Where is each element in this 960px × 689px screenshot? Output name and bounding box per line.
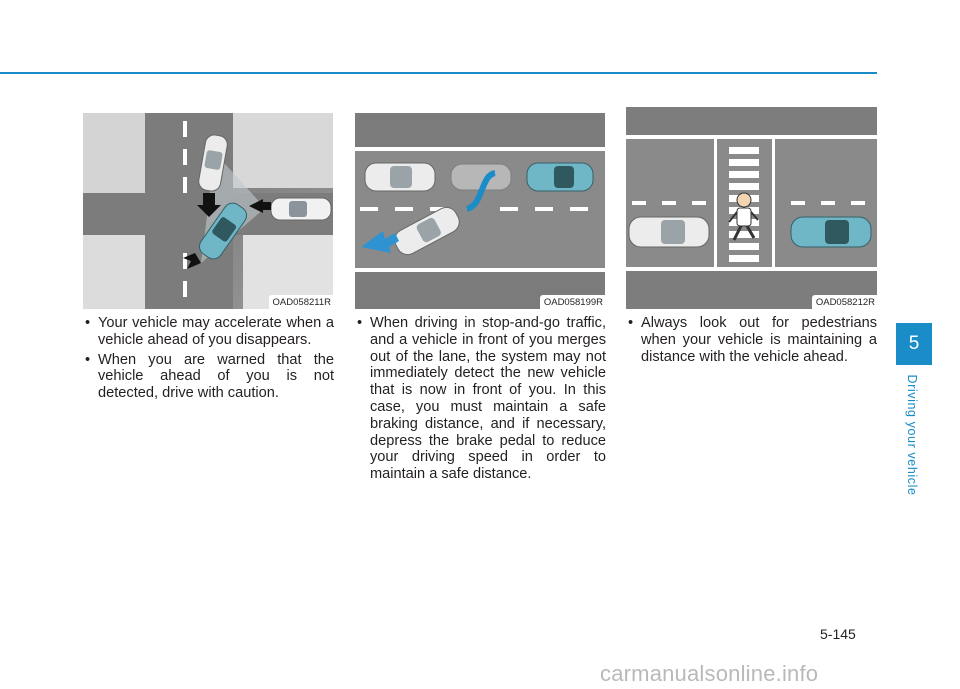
- figure-code: OAD058211R: [269, 295, 333, 309]
- page-number: 5-145: [820, 626, 856, 642]
- figure-lane-change: [355, 113, 605, 309]
- bullet-item: • Your vehicle may accelerate when a vehicle ahead of you disappears.: [83, 315, 334, 349]
- own-car-icon: [629, 217, 709, 247]
- figure-code: OAD058199R: [540, 295, 605, 309]
- figure-intersection: [83, 113, 333, 309]
- intersection-merge-illustration: [83, 113, 333, 309]
- header-rule: [0, 72, 877, 74]
- text-column-1: [83, 315, 334, 405]
- figure-code: OAD058212R: [812, 295, 877, 309]
- bullet-item: • Always look out for pedestrians when your vehicle is maintaining a distance with the vehicle ahead.: [626, 315, 877, 365]
- pedestrian-crossing-illustration: [626, 107, 877, 309]
- figure-pedestrian: [626, 107, 877, 309]
- text-column-2: [355, 315, 606, 486]
- chapter-tab: 5: [896, 323, 932, 365]
- chapter-title-text: Driving your vehicle: [905, 374, 919, 496]
- chapter-title: [905, 370, 919, 500]
- text-column-3: [626, 315, 877, 368]
- car-ahead-icon: [791, 217, 871, 247]
- lane-change-illustration: [355, 113, 605, 309]
- merging-car-icon: [271, 198, 331, 220]
- lead-car-icon: [527, 163, 593, 191]
- bullet-item: • When you are warned that the vehicle ahead of you is not detected, drive with caution.: [83, 352, 334, 402]
- bullet-item: • When driving in stop-and-go traffic, and a vehicle in front of you merges out of the lane, the system may not immediately detect the new vehicle that is now in front of you. In this case, you must maintain a safe braking distance, and if necessary, depress the brake pedal to reduce your driving speed in order to maintain a safe distance.: [355, 315, 606, 483]
- rear-car-icon: [365, 163, 435, 191]
- watermark: carmanualsonline.info: [600, 661, 819, 686]
